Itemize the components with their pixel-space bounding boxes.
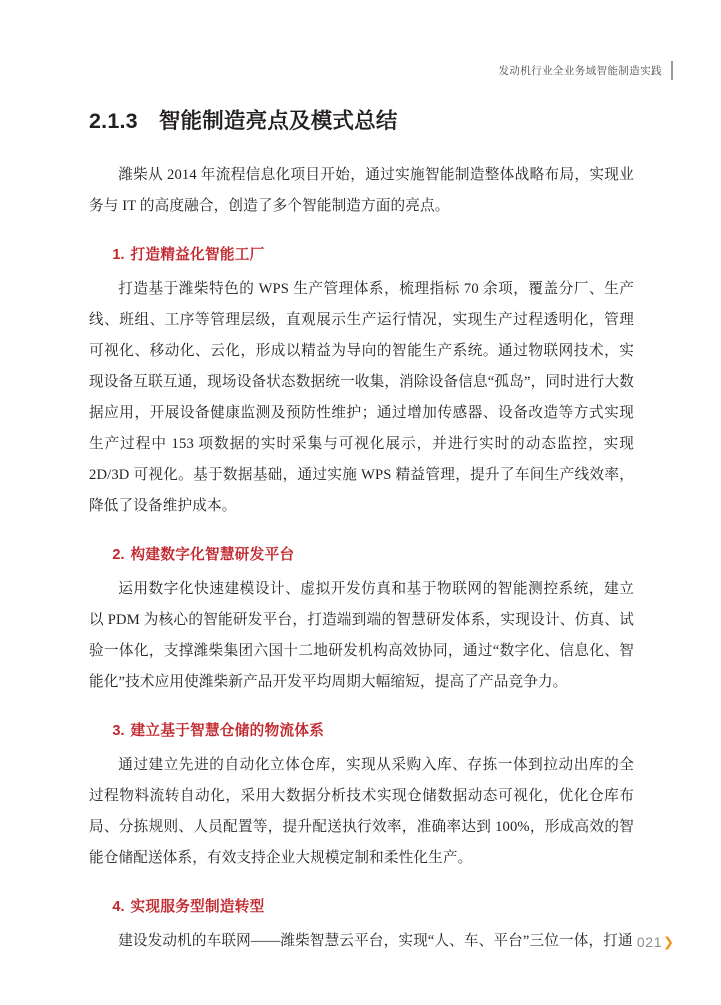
spacer [89,916,634,926]
subsection-index-2: 2. [112,547,125,563]
subsection-heading-3 [89,719,634,740]
spacer [89,740,634,750]
intro-paragraph: 潍柴从 2014 年流程信息化项目开始，通过实施智能制造整体战略布局，实现业务与 IT 的高度融合，创造了多个智能制造方面的亮点。 [89,167,634,214]
page-number-text: 021 [636,934,663,950]
running-header-rule [671,61,673,80]
subsection-paragraph-1: 打造基于潍柴特色的 WPS 生产管理体系，梳理指标 70 余项，覆盖分厂、生产线、班组、工序等管理层级，直观展示生产运行情况，实现生产过程透明化，管理可视化、移动化、云化，形成以精益为导向的智能生产系统。通过物联网技术，实现设备互联互通，现场设备状态数据统一收集，消除设备信息“孤岛”，同时进行大数据应用，开展设备健康监测及预防性维护；通过增加传感器、设备改造等方式实现生产过程中 153 项数据的实时采集与可视化展示，并进行实时的动态监控，实现 2D/3D 可视化。基于数据基础，通过实施 WPS 精益管理，提升了车间生产线效率，降低了设备维护成本。 [89,281,634,514]
subsection-title-4: 实现服务型制造转型 [130,899,265,915]
subsection-title-3: 建立基于智慧仓储的物流体系 [130,723,325,739]
page-title [89,104,398,135]
chevron-right-icon: ❯ [663,935,674,950]
spacer [89,522,634,543]
subsection-index-1: 1. [112,247,125,263]
section-title-text: 智能制造亮点及模式总结 [158,109,398,133]
spacer [89,698,634,719]
spacer [89,874,634,895]
running-header-title: 发动机行业全业务域智能制造实践 [498,64,662,77]
page-number-block [637,934,674,950]
subsection-heading-4 [89,895,634,916]
spacer [89,222,634,243]
subsection-paragraph-2: 运用数字化快速建模设计、虚拟开发仿真和基于物联网的智能测控系统，建立以 PDM 为核心的智能研发平台，打造端到端的智慧研发体系，实现设计、仿真、试验一体化，支撑潍柴集团六国十二地研发机构高效协同，通过“数字化、信息化、智能化”技术应用使潍柴新产品开发平均周期大幅缩短，提高了产品竞争力。 [89,581,634,690]
subsection-title-2: 构建数字化智慧研发平台 [130,547,295,563]
spacer [89,264,634,274]
subsection-heading-1 [89,243,634,264]
subsection-index-4: 4. [112,899,125,915]
subsection-title-1: 打造精益化智能工厂 [130,247,265,263]
spacer [89,564,634,574]
running-header [499,60,674,80]
subsection-paragraph-3: 通过建立先进的自动化立体仓库，实现从采购入库、存拣一体到拉动出库的全过程物料流转自动化，采用大数据分析技术实现仓储数据动态可视化，优化仓库布局、分拣规则、人员配置等，提升配送执行效率，准确率达到 100%，形成高效的智能仓储配送体系，有效支持企业大规模定制和柔性化生产。 [89,757,634,866]
section-number: 2.1.3 [89,109,138,133]
subsection-paragraph-4: 建设发动机的车联网——潍柴智慧云平台，实现“人、车、平台”三位一体，打通 [118,933,633,949]
subsection-index-3: 3. [112,723,125,739]
subsection-heading-2 [89,543,634,564]
document-body [89,160,634,957]
